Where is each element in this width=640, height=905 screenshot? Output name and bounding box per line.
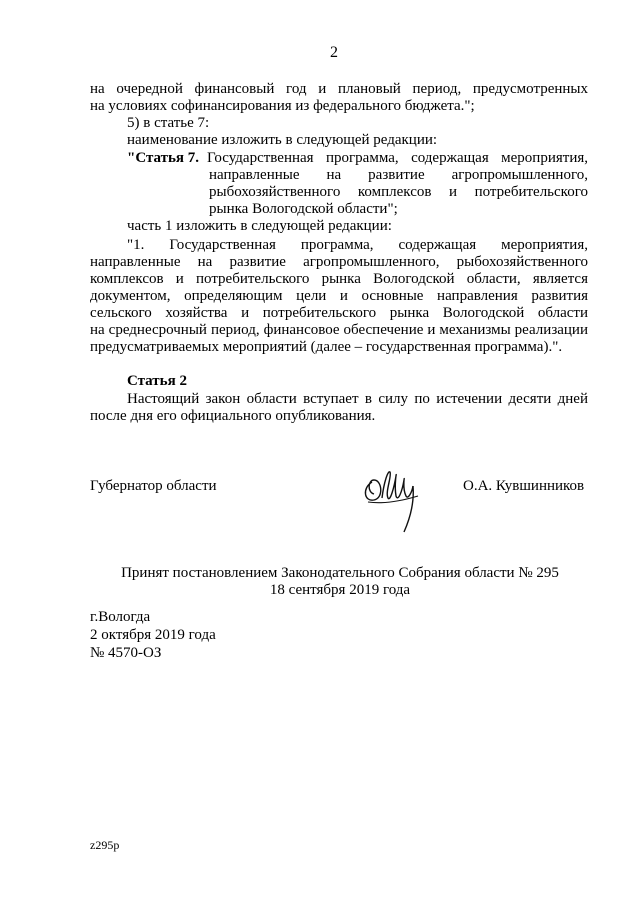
part-1-line-1: "1. Государственная программа, содержащая мероприятия,: [127, 237, 588, 253]
article-7-title-line-3: рыбохозяйственного комплексов и потребительского: [209, 184, 588, 200]
part-1-line-4: документом, определяющим цели и основные направления развития: [90, 288, 588, 304]
signatory-position: Губернатор области: [90, 478, 217, 494]
quote-open: ": [127, 150, 136, 166]
law-number: № 4570-ОЗ: [90, 645, 162, 661]
signing-date: 2 октября 2019 года: [90, 627, 216, 643]
city: г.Вологда: [90, 609, 151, 625]
part-1-line-7: предусматриваемых мероприятий (далее – государственная программа).".: [90, 339, 563, 355]
body-line-1: на очередной финансовый год и плановый период, предусмотренных: [90, 81, 588, 97]
part-1-line-2: направленные на развитие агропромышленного, рыбохозяйственного: [90, 254, 588, 270]
page-number: 2: [330, 44, 338, 61]
article-7-title-line-4: рынка Вологодской области";: [209, 201, 398, 217]
body-line-2: на условиях софинансирования из федерального бюджета.";: [90, 98, 475, 114]
article-7-label: Статья 7.: [135, 150, 200, 166]
adoption-line-2: 18 сентября 2019 года: [269, 582, 411, 598]
part-1-line-5: сельского хозяйства и потребительского рынка Вологодской области: [90, 305, 588, 321]
article-7-title-line-1: [127, 150, 588, 167]
article-7-title-line-2: направленные на развитие агропромышленного,: [209, 167, 588, 183]
footer-code: z295p: [90, 838, 120, 852]
handwritten-signature: [358, 458, 438, 538]
part-1-line-3: комплексов и потребительского рынка Вологодской области, является: [90, 271, 588, 287]
part-1-line-6: на среднесрочный период, финансовое обеспечение и механизмы реализации: [90, 322, 588, 338]
article-2-line-2: после дня его официального опубликования.: [90, 408, 376, 424]
signatory-name: О.А. Кувшинников: [463, 478, 585, 494]
article-2-line-1: Настоящий закон области вступает в силу по истечении десяти дней: [127, 391, 588, 407]
article-7-title-text: Государственная программа, содержащая мероприятия,: [207, 150, 588, 166]
article-2-heading: Статья 2: [127, 373, 187, 389]
instruction-title: наименование изложить в следующей редакции:: [127, 132, 438, 148]
adoption-line-1: Принят постановлением Законодательного Собрания области № 295: [121, 565, 559, 581]
instruction-part-1: часть 1 изложить в следующей редакции:: [127, 218, 392, 234]
amendment-item-5: 5) в статье 7:: [127, 115, 210, 131]
